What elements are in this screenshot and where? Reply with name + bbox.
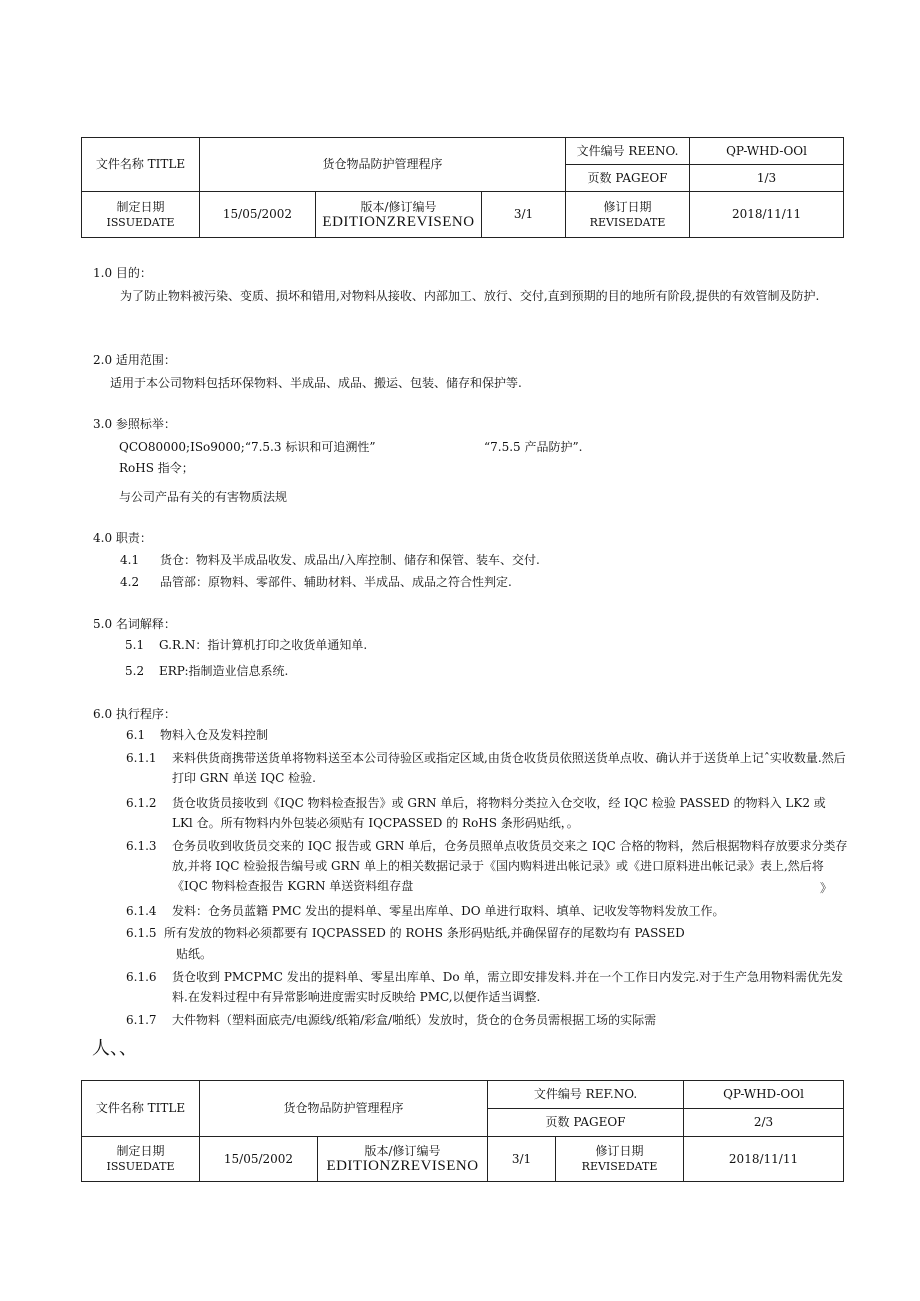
page-label: 页数 PAGEOF bbox=[488, 1109, 684, 1137]
section-6-1-2-text: 货仓收货员接收到《IQC 物料检查报告》或 GRN 单后，将物料分类拉入仓交收，经 IQC 检验 PASSED 的物料入 LK2 或 LKl 仓。所有物料内外包装必须贴有 IQCPASSED 的 RoHS 条形码贴纸，。 bbox=[172, 796, 826, 830]
title-label: 文件名称 TITLE bbox=[82, 1081, 200, 1137]
edition-label bbox=[318, 1137, 488, 1182]
edition-value: 3/1 bbox=[488, 1137, 556, 1182]
section-3-line1b: “7.5.5 产品防护”. bbox=[484, 440, 583, 454]
revise-value: 2018/11/11 bbox=[690, 192, 844, 238]
issue-label-en: ISSUEDATE bbox=[106, 215, 175, 229]
section-6-1-7-num: 6.1.7 bbox=[126, 1013, 157, 1027]
page-label: 页数 PAGEOF bbox=[566, 165, 690, 192]
revise-label-en: REVISEDATE bbox=[589, 215, 666, 229]
section-6-1-5-cont: 贴纸。 bbox=[176, 947, 213, 961]
revise-value: 2018/11/11 bbox=[684, 1137, 844, 1182]
edition-label-en: EDITIONZREVISENO bbox=[326, 1158, 479, 1174]
revise-label-cn: 修订日期 bbox=[603, 199, 652, 214]
revise-label bbox=[556, 1137, 684, 1182]
section-4-2-text: 品管部：原物料、零部件、辅助材料、半成品、成品之符合性判定. bbox=[160, 575, 512, 589]
section-4-1-text: 货仓：物料及半成品收发、成品出/入库控制、储存和保管、装车、交付. bbox=[160, 553, 540, 567]
section-4-title: 4.0 职责： bbox=[93, 531, 152, 545]
section-2-title: 2.0 适用范围： bbox=[93, 353, 176, 367]
section-6-1-text: 物料入仓及发料控制 bbox=[160, 728, 269, 742]
edition-label bbox=[316, 192, 482, 238]
section-6-1-4-text: 发料：仓务员蓝籍 PMC 发出的提料单、零星出库单、DO 单进行取料、填单、记收发等物料发放工作。 bbox=[172, 904, 725, 918]
section-5-2-num: 5.2 bbox=[125, 664, 145, 678]
section-6-1-6-text: 货仓收到 PMCPMC 发出的提料单、零星出库单、Do 单，需立即安排发料.并在一个工作日内发完.对于生产急用物料需优先发料.在发料过程中有异常影响进度需实时反映给 PMC,以便作适当调整. bbox=[172, 970, 844, 1004]
title-value: 货仓物品防护管理程序 bbox=[200, 138, 566, 192]
section-6-1-5-num: 6.1.5 bbox=[126, 926, 157, 940]
section-6-1-5-text: 所有发放的物料必须都要有 IQCPASSED 的 ROHS 条形码贴纸,并确保留存的尾数均有 PASSED bbox=[164, 926, 685, 940]
section-5-1-num: 5.1 bbox=[125, 638, 145, 652]
section-3-title: 3.0 参照标举： bbox=[93, 417, 176, 431]
issue-label-cn: 制定日期 bbox=[116, 199, 165, 214]
issue-value: 15/05/2002 bbox=[200, 1137, 318, 1182]
issue-label-cn: 制定日期 bbox=[116, 1144, 165, 1158]
section-2-text: 适用于本公司物料包括环保物料、半成品、成品、搬运、包装、储存和保护等. bbox=[110, 376, 522, 390]
title-value: 货仓物品防护管理程序 bbox=[200, 1081, 488, 1137]
section-1-text: 为了防止物料被污染、变质、损坏和错用,对物料从接收、内部加工、放行、交付,直到预期的目的地所有阶段,提供的有效管制及防护. bbox=[120, 289, 820, 303]
section-5-title: 5.0 名词解释： bbox=[93, 617, 176, 631]
section-3-line3: 与公司产品有关的有害物质法规 bbox=[119, 490, 288, 504]
handwritten-mark: 人、、 bbox=[92, 1038, 137, 1059]
section-6-1-2-num: 6.1.2 bbox=[126, 796, 157, 810]
section-6-1-1-text: 来料供货商携带送货单将物料送至本公司待验区或指定区域,由货仓收货员依照送货单点收、确认并于送货单上记ˆ实收数量.然后打印 GRN 单送 IQC 检验. bbox=[172, 751, 846, 785]
issue-value: 15/05/2002 bbox=[200, 192, 316, 238]
ref-label: 文件编号 REENO. bbox=[566, 138, 690, 165]
revise-label bbox=[566, 192, 690, 238]
section-4-1-num: 4.1 bbox=[120, 553, 140, 567]
section-3-line2: RoHS 指令； bbox=[119, 461, 194, 475]
section-1-title: 1.0 目的： bbox=[93, 266, 152, 280]
edition-value: 3/1 bbox=[482, 192, 566, 238]
section-6-1-num: 6.1 bbox=[126, 728, 146, 742]
section-6-1-6-num: 6.1.6 bbox=[126, 970, 157, 984]
section-6-1-3-num: 6.1.3 bbox=[126, 839, 157, 853]
revise-label-en: REVISEDATE bbox=[581, 1160, 658, 1173]
section-6-1-3-text: 仓务员收到收货员交来的 IQC 报告或 GRN 单后，仓务员照单点收货员交来之 IQC 合格的物料，然后根据物料存放要求分类存放,并将 IQC 检验报告编号或 GRN 单上的相关数据记录于《国内购料进出帐记录》或《进口原料进出帐记录》表上,然后将《IQC 物料检查报告 KGRN 单送资料组存盘 bbox=[172, 839, 848, 893]
section-4-2-num: 4.2 bbox=[120, 575, 140, 589]
edition-label-cn: 版本/修订编号 bbox=[360, 199, 437, 214]
issue-label-en: ISSUEDATE bbox=[106, 1160, 175, 1173]
section-6-1-1-num: 6.1.1 bbox=[126, 751, 157, 765]
issue-label bbox=[82, 192, 200, 238]
page-value: 1/3 bbox=[690, 165, 844, 192]
section-6-title: 6.0 执行程序： bbox=[93, 707, 176, 721]
section-5-2-text: ERP:指制造业信息系统. bbox=[159, 664, 289, 678]
section-5-1-text: G.R.N：指计算机打印之收货单通知单. bbox=[159, 638, 368, 652]
edition-label-en: EDITIONZREVISENO bbox=[322, 213, 475, 230]
ref-value: QP-WHD-OOl bbox=[690, 138, 844, 165]
section-6-1-4-num: 6.1.4 bbox=[126, 904, 157, 918]
section-6-1-7-text: 大件物料（塑料面底壳/电源线/纸箱/彩盒/啪纸）发放时，货仓的仓务员需根据工场的实际需 bbox=[172, 1013, 657, 1027]
ref-value: QP-WHD-OOl bbox=[684, 1081, 844, 1109]
ref-label: 文件编号 REF.NO. bbox=[488, 1081, 684, 1109]
page-value: 2/3 bbox=[684, 1109, 844, 1137]
header-table-page1 bbox=[81, 137, 844, 238]
edition-label-cn: 版本/修订编号 bbox=[364, 1144, 441, 1158]
title-label: 文件名称 TITLE bbox=[82, 138, 200, 192]
section-6-1-3-tail: 》 bbox=[820, 881, 833, 895]
section-3-line1a: QCO80000;ISo9000;“7.5.3 标识和可追溯性” bbox=[119, 440, 376, 454]
revise-label-cn: 修订日期 bbox=[595, 1144, 644, 1158]
issue-label bbox=[82, 1137, 200, 1182]
header-table-page2 bbox=[81, 1080, 844, 1182]
